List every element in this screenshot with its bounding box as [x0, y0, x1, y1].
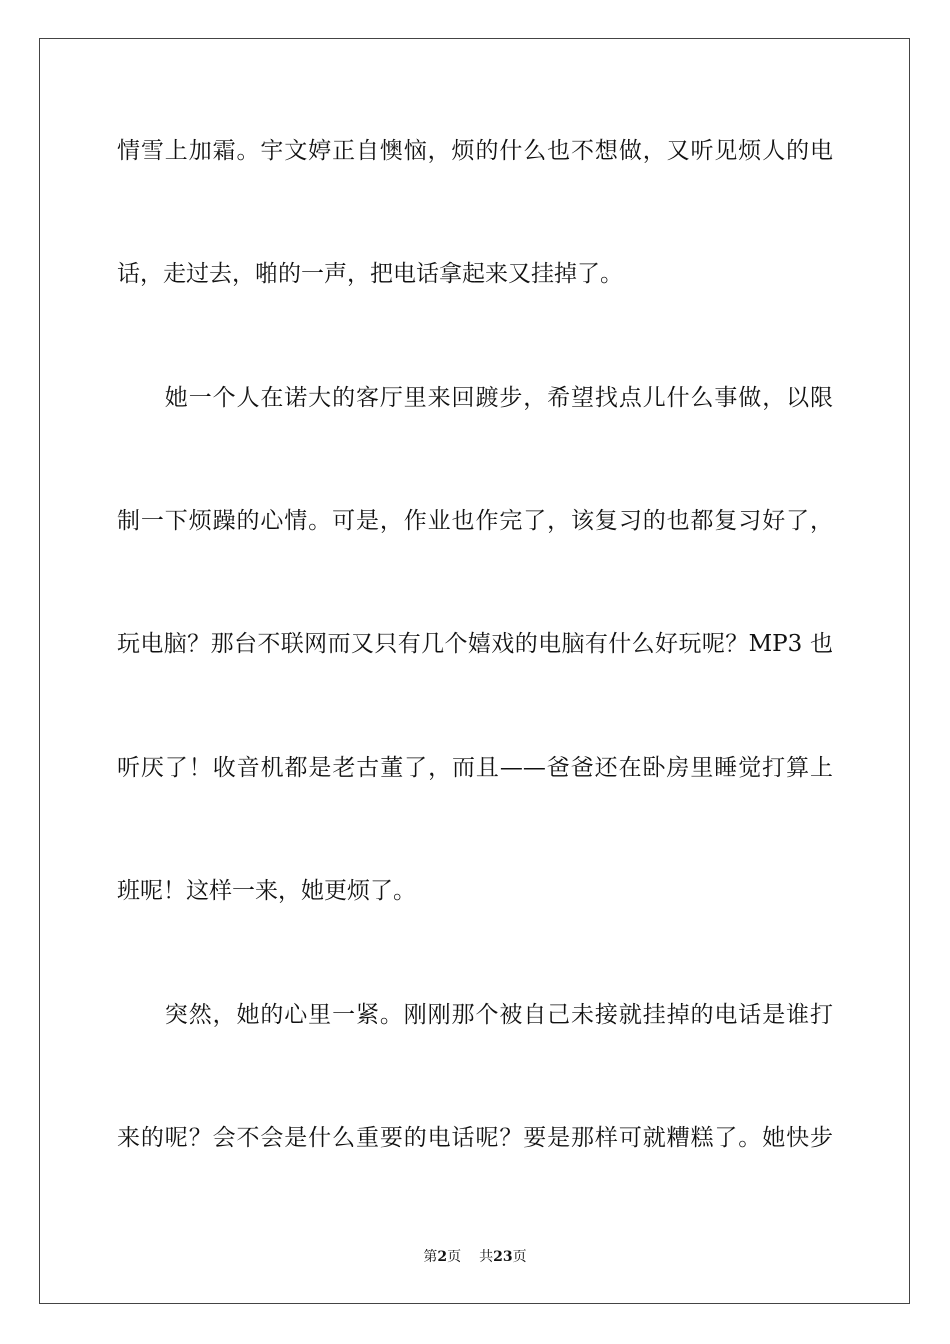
- text-line-9: 来的呢？会不会是什么重要的电话呢？要是那样可就糟糕了。她快步: [117, 1125, 833, 1151]
- text-line-7: 班呢！这样一来，她更烦了。: [117, 878, 416, 904]
- footer-page-total: 23: [493, 1249, 513, 1265]
- footer-total-prefix: 共: [479, 1249, 494, 1265]
- footer-page-current: 2: [437, 1249, 448, 1265]
- text-line-3: 她一个人在诺大的客厅里来回踱步，希望找点儿什么事做，以限: [117, 385, 833, 411]
- text-line-1: 情雪上加霜。宇文婷正自懊恼，烦的什么也不想做，又听见烦人的电: [117, 138, 833, 164]
- footer-page-suffix: 页: [447, 1249, 462, 1265]
- footer-total-suffix: 页: [512, 1249, 527, 1265]
- text-line-4: 制一下烦躁的心情。可是，作业也作完了，该复习的也都复习好了，: [117, 508, 833, 534]
- text-line-5: 玩电脑？那台不联网而又只有几个嬉戏的电脑有什么好玩呢？MP3 也: [117, 631, 833, 657]
- text-line-8: 突然，她的心里一紧。刚刚那个被自己未接就挂掉的电话是谁打: [117, 1002, 833, 1028]
- text-line-6: 听厌了！收音机都是老古董了，而且——爸爸还在卧房里睡觉打算上: [117, 755, 833, 781]
- page-footer: [0, 1248, 950, 1266]
- footer-page-prefix: 第: [423, 1249, 438, 1265]
- text-line-2: 话，走过去，啪的一声，把电话拿起来又挂掉了。: [117, 261, 623, 287]
- page-border: [39, 38, 910, 1304]
